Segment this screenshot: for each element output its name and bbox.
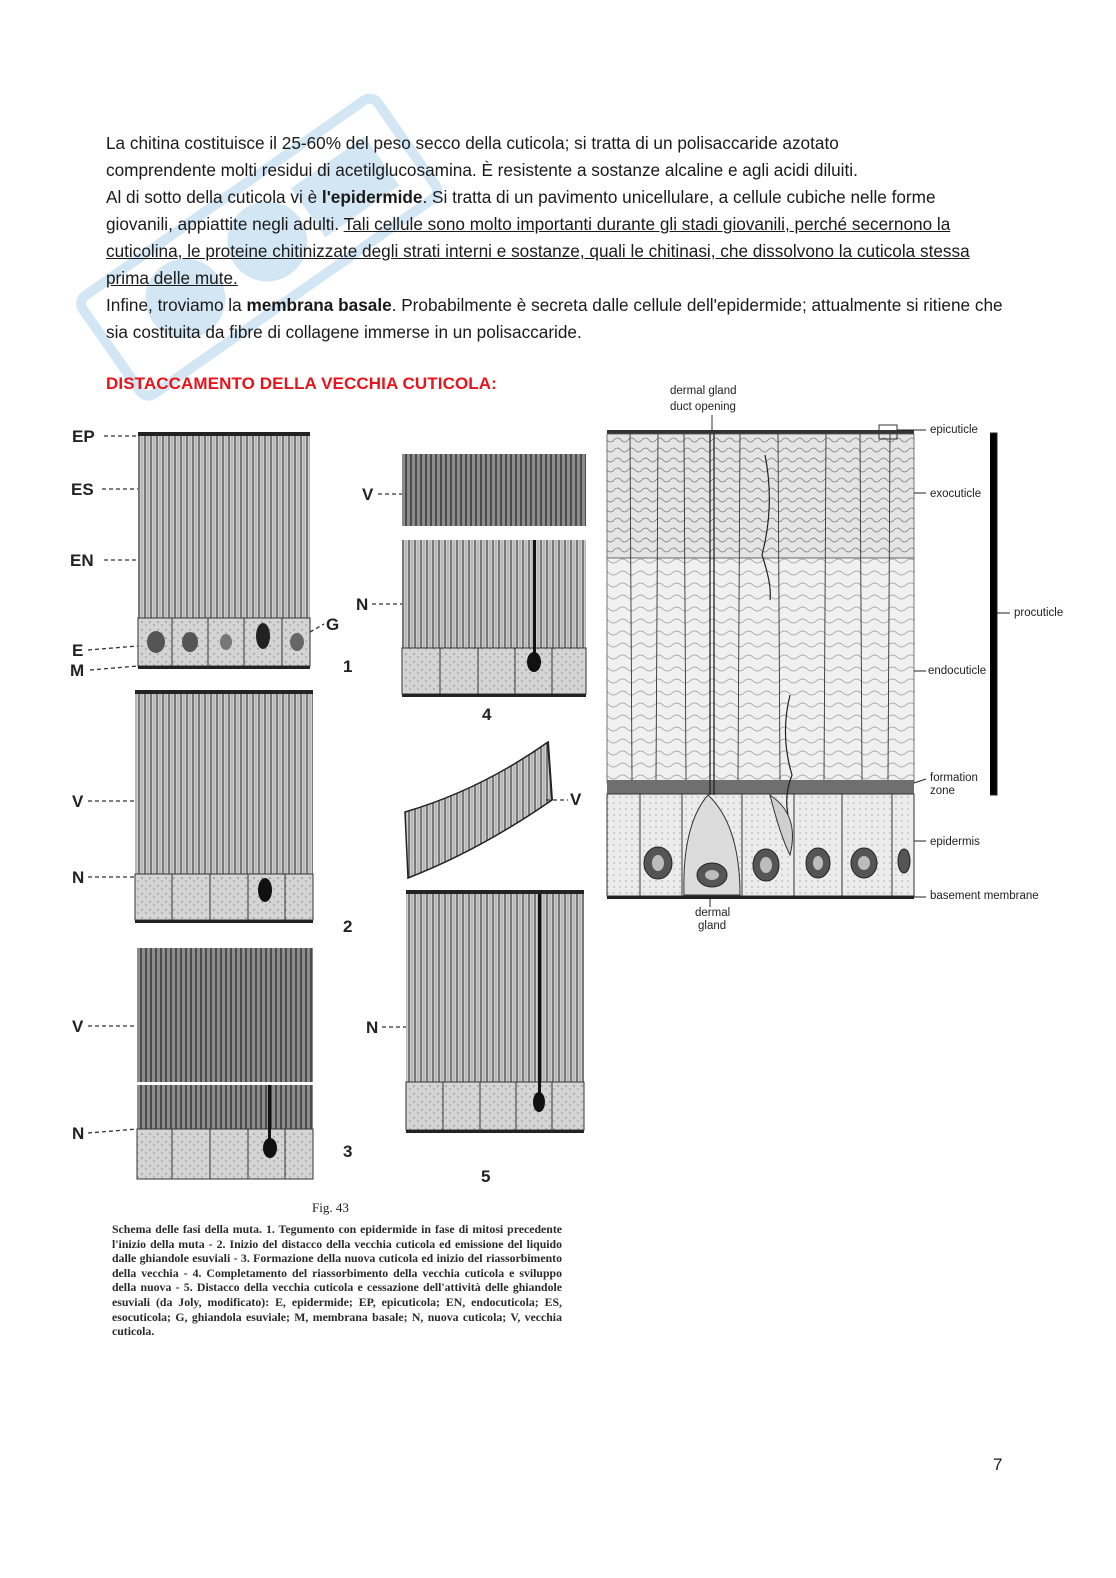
svg-text:E: E bbox=[72, 641, 84, 660]
svg-text:ES: ES bbox=[71, 480, 94, 499]
body-text bbox=[106, 130, 1006, 346]
svg-text:2: 2 bbox=[343, 917, 353, 936]
panel-5 bbox=[406, 890, 584, 1133]
svg-text:V: V bbox=[72, 1017, 84, 1036]
panel-4 bbox=[402, 454, 586, 697]
paragraph-chitin: La chitina costituisce il 25-60% del peso secco della cuticola; si tratta di un polisaccaride azotato comprendente molti residui di acetilglucosamina. È resistente a sostanze alcaline e agli acidi diluiti. bbox=[106, 133, 858, 180]
svg-text:formation: formation bbox=[930, 772, 978, 784]
svg-text:dermal: dermal bbox=[695, 907, 731, 919]
underlined-text: Tali cellule sono molto importanti durante gli stadi giovanili, perché secernono la cuticolina, le proteine chitinizzate degli strati interni e sostanze, quali le chitinasi, che dissolvono la cuticola stessa prima delle mute. bbox=[106, 214, 970, 288]
svg-text:N: N bbox=[72, 1124, 85, 1143]
svg-text:V: V bbox=[362, 485, 374, 504]
svg-text:N: N bbox=[72, 868, 85, 887]
cuticle-diagram bbox=[600, 375, 1090, 945]
paragraph-epidermis: Al di sotto della cuticola vi è l'epidermide. Si tratta di un pavimento unicellulare, a cellule cubiche nelle forme giovanili, appiattite negli adulti. Tali cellule sono molto importanti durante gli stadi giovanili, perché secernono la cuticolina, le proteine chitinizzate degli strati interni e sostanze, quali le chitinasi, che dissolvono la cuticola stessa prima delle mute. bbox=[106, 187, 970, 288]
svg-text:zone: zone bbox=[930, 785, 955, 797]
svg-text:M: M bbox=[70, 661, 85, 680]
svg-text:N: N bbox=[356, 595, 369, 614]
svg-text:V: V bbox=[570, 790, 582, 809]
svg-text:1: 1 bbox=[343, 657, 353, 676]
panel-curved-old-cuticle bbox=[405, 742, 552, 878]
svg-text:4: 4 bbox=[482, 705, 492, 724]
panel-1 bbox=[138, 432, 310, 669]
svg-text:G: G bbox=[326, 615, 340, 634]
figure-caption bbox=[112, 1222, 562, 1339]
svg-text:3: 3 bbox=[343, 1142, 353, 1161]
panel-2 bbox=[135, 690, 313, 923]
caption-title: Schema delle fasi della muta. bbox=[112, 1222, 262, 1236]
svg-text:dermal gland: dermal gland bbox=[670, 385, 737, 397]
svg-text:V: V bbox=[72, 792, 84, 811]
paragraph-basement: Infine, troviamo la membrana basale. Probabilmente è secreta dalle cellule dell'epidermide; attualmente si ritiene che sia costituita da fibre di collagene immerse in un polisaccaride. bbox=[106, 295, 1003, 342]
svg-text:epidermis: epidermis bbox=[930, 836, 980, 848]
section-title: DISTACCAMENTO DELLA VECCHIA CUTICOLA: bbox=[106, 374, 497, 393]
caption-body: 1. Tegumento con epidermide in fase di mitosi precedente l'inizio della muta - 2. Inizio del distacco della vecchia cuticola ed emissione del liquido dalle ghiandole esuviali - 3. Formazione della nuova cuticola ed inizio del riassorbimento della vecchia - 4. Completamento del riassorbimento della vecchia cuticola e sviluppo della nuova - 5. Distacco della vecchia cuticola e cessazione dell'attività delle ghiandole esuviali (da Joly, modificato): E, epidermide; EP, epicuticola; EN, endocuticola; ES, esocuticola; G, ghiandola esuviale; M, membrana basale; N, nuova cuticola; V, vecchia cuticola. bbox=[112, 1222, 562, 1339]
panel-3 bbox=[137, 948, 313, 1179]
svg-text:duct opening: duct opening bbox=[670, 401, 736, 413]
svg-text:N: N bbox=[366, 1018, 379, 1037]
svg-text:procuticle: procuticle bbox=[1014, 607, 1064, 619]
svg-text:5: 5 bbox=[481, 1167, 491, 1186]
molting-phases-figure bbox=[60, 420, 600, 1220]
svg-text:endocuticle: endocuticle bbox=[928, 665, 987, 677]
svg-text:basement membrane: basement membrane bbox=[930, 890, 1039, 902]
page-number: 7 bbox=[993, 1455, 1003, 1474]
svg-text:epicuticle: epicuticle bbox=[930, 424, 978, 436]
svg-text:exocuticle: exocuticle bbox=[930, 488, 982, 500]
svg-text:EP: EP bbox=[72, 427, 95, 446]
svg-text:gland: gland bbox=[698, 920, 727, 932]
svg-text:EN: EN bbox=[70, 551, 94, 570]
fig-number: Fig. 43 bbox=[312, 1200, 349, 1215]
